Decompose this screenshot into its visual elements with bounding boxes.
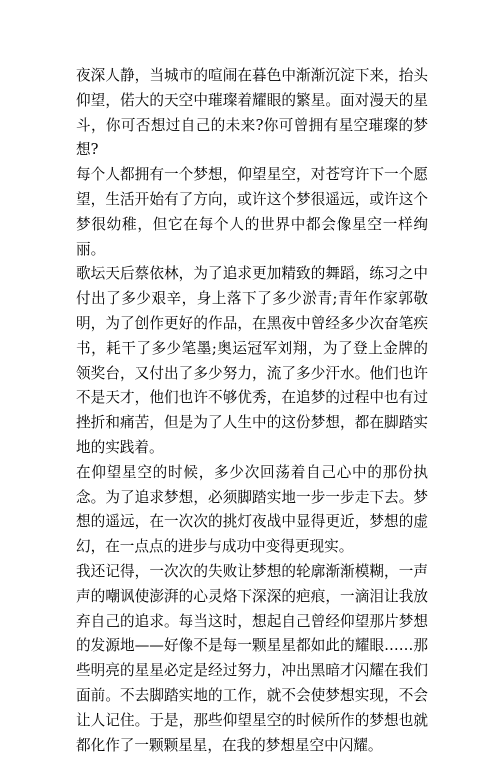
paragraph-everyone-has-dream: 每个人都拥有一个梦想，仰望星空，对苍穹许下一个愿望，生活开始有了方向，或许这个梦很遥远，或许这个梦很幼稚，但它在每个人的世界中都会像星空一样绚丽。 xyxy=(76,166,428,258)
paragraph-examples: 歌坛天后蔡依林，为了追求更加精致的舞蹈，练习之中付出了多少艰辛，身上落下了多少淤青;青年作家郭敬明，为了创作更好的作品，在黑夜中曾经多少次奋笔疾书，耗干了多少笔墨;奥运冠军刘翔，为了登上金牌的领奖台，又付出了多少努力，流了多少汗水。他们也许不是天才，他们也许不够优秀，在追梦的过程中也有过挫折和痛苦，但是为了人生中的这份梦想，都在脚踏实地的实践着。 xyxy=(76,265,428,456)
paragraph-step-by-step: 在仰望星空的时候，多少次回荡着自己心中的那份执念。为了追求梦想，必须脚踏实地一步一步走下去。梦想的遥远，在一次次的挑灯夜战中显得更近，梦想的虚幻，在一点点的进步与成功中变得更现实。 xyxy=(76,463,428,556)
paragraph-intro: 夜深人静，当城市的喧闹在暮色中渐渐沉淀下来，抬头仰望，偌大的天空中璀璨着耀眼的繁星。面对漫天的星斗，你可否想过自己的未来?你可曾拥有星空璀璨的梦想? xyxy=(76,67,428,159)
paragraph-remember: 我还记得，一次次的失败让梦想的轮廓渐渐模糊，一声声的嘲讽使澎湃的心灵烙下深深的疤痕，一滴泪让我放弃自己的追求。每当这时，想起自己曾经仰望那片梦想的发源地——好像不是每一颗星星都如此的耀眼……那些明亮的星星必定是经过努力，冲出黑暗才闪耀在我们面前。不去脚踏实地的工作，就不会使梦想实现，不会让人记住。于是，那些仰望星空的时候所作的梦想也就都化作了一颗颗星星，在我的梦想星空中闪耀。 xyxy=(76,562,428,754)
document-body xyxy=(76,64,428,758)
